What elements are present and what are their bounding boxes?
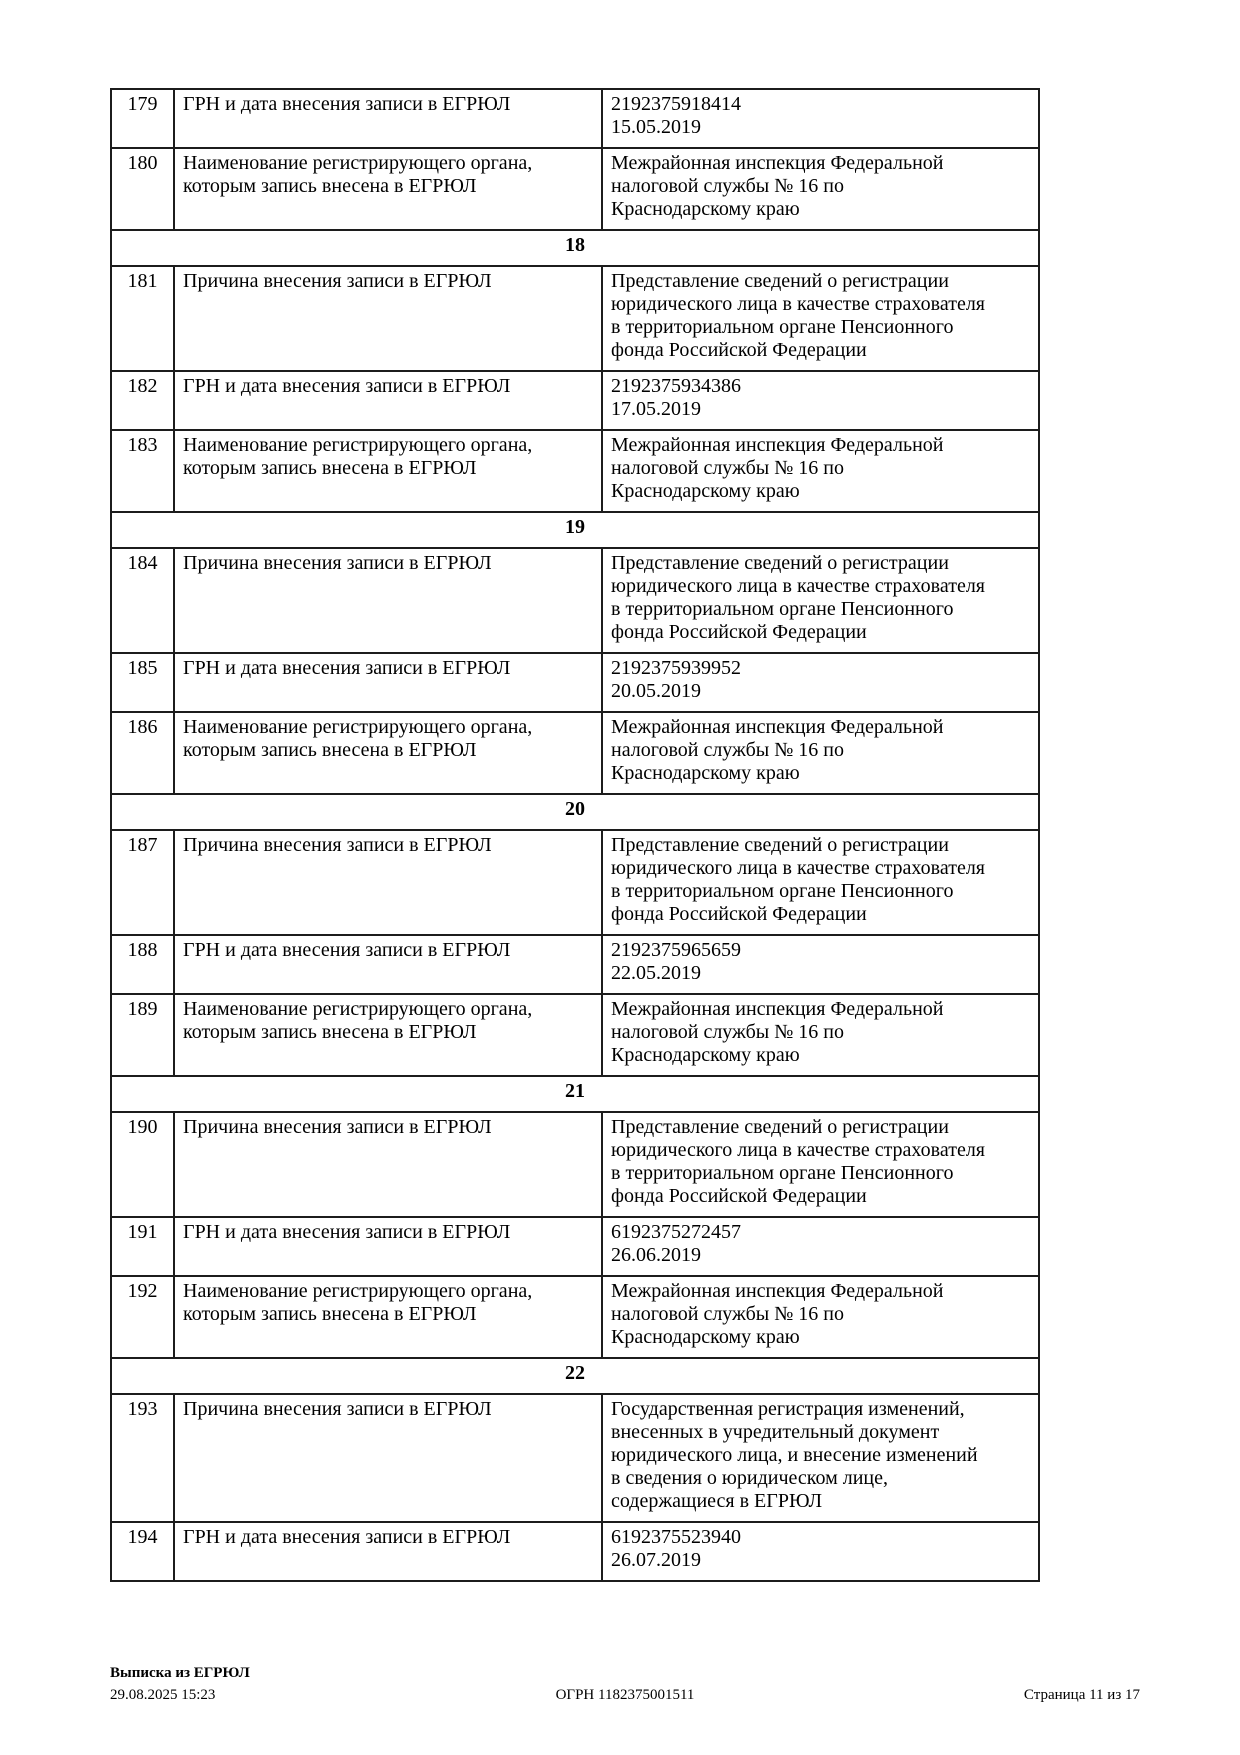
row-value [602,1522,1039,1581]
row-value-line: 2192375934386 [611,375,741,397]
row-number: 192 [111,1276,174,1358]
row-value-line: в территориальном органе Пенсионного [611,598,954,620]
row-value-line: фонда Российской Федерации [611,621,867,643]
egrul-table [110,88,1040,1582]
row-value [602,548,1039,653]
row-number: 183 [111,430,174,512]
section-number: 20 [111,794,1039,830]
row-value-line: налоговой службы № 16 по [611,1021,844,1043]
row-label: Наименование регистрирующего органа, которым запись внесена в ЕГРЮЛ [174,994,602,1076]
table-row [111,994,1039,1076]
table-row [111,266,1039,371]
section-number-row [111,230,1039,266]
section-number: 21 [111,1076,1039,1112]
row-value-line: Краснодарскому краю [611,1044,800,1066]
row-value [602,266,1039,371]
row-value-line: налоговой службы № 16 по [611,739,844,761]
row-label: Причина внесения записи в ЕГРЮЛ [174,1394,602,1522]
row-value [602,1112,1039,1217]
row-value-line: в территориальном органе Пенсионного [611,880,954,902]
section-number-row [111,794,1039,830]
row-value-line: Межрайонная инспекция Федеральной [611,998,944,1020]
table-row [111,1217,1039,1276]
row-value-line: фонда Российской Федерации [611,903,867,925]
table-row [111,89,1039,148]
footer-datetime: 29.08.2025 15:23 [110,1687,216,1703]
row-value [602,430,1039,512]
table-row [111,712,1039,794]
row-number: 186 [111,712,174,794]
row-value-line: 17.05.2019 [611,398,701,420]
row-number: 189 [111,994,174,1076]
row-value-line: фонда Российской Федерации [611,1185,867,1207]
footer-ogrn: ОГРН 1182375001511 [555,1687,695,1703]
table-row [111,1112,1039,1217]
row-label: Причина внесения записи в ЕГРЮЛ [174,266,602,371]
row-value-line: Краснодарскому краю [611,1326,800,1348]
row-value [602,89,1039,148]
section-number: 22 [111,1358,1039,1394]
row-value-line: налоговой службы № 16 по [611,1303,844,1325]
row-value-line: внесенных в учредительный документ [611,1421,940,1443]
table-row [111,1394,1039,1522]
row-value [602,371,1039,430]
table-row [111,1276,1039,1358]
row-label: Наименование регистрирующего органа, которым запись внесена в ЕГРЮЛ [174,430,602,512]
section-number-row [111,512,1039,548]
row-number: 182 [111,371,174,430]
row-label: ГРН и дата внесения записи в ЕГРЮЛ [174,89,602,148]
row-value-line: Представление сведений о регистрации [611,552,949,574]
row-value-line: налоговой службы № 16 по [611,457,844,479]
row-value [602,830,1039,935]
row-label: ГРН и дата внесения записи в ЕГРЮЛ [174,653,602,712]
row-value-line: Представление сведений о регистрации [611,1116,949,1138]
row-number: 194 [111,1522,174,1581]
row-label: Причина внесения записи в ЕГРЮЛ [174,1112,602,1217]
row-number: 180 [111,148,174,230]
row-value-line: 6192375523940 [611,1526,741,1548]
footer-doc-title: Выписка из ЕГРЮЛ [110,1665,250,1681]
row-value-line: Межрайонная инспекция Федеральной [611,152,944,174]
row-number: 185 [111,653,174,712]
row-value [602,712,1039,794]
row-value-line: 2192375918414 [611,93,741,115]
row-value-line: 2192375939952 [611,657,741,679]
row-value-line: 2192375965659 [611,939,741,961]
row-number: 187 [111,830,174,935]
row-label: ГРН и дата внесения записи в ЕГРЮЛ [174,1522,602,1581]
row-number: 191 [111,1217,174,1276]
row-value-line: юридического лица в качестве страхователя [611,293,986,315]
section-number-row [111,1076,1039,1112]
row-value [602,1394,1039,1522]
row-label: ГРН и дата внесения записи в ЕГРЮЛ [174,371,602,430]
row-label: Причина внесения записи в ЕГРЮЛ [174,830,602,935]
row-label: Наименование регистрирующего органа, которым запись внесена в ЕГРЮЛ [174,1276,602,1358]
row-number: 193 [111,1394,174,1522]
row-value-line: Межрайонная инспекция Федеральной [611,434,944,456]
row-value [602,1276,1039,1358]
table-row [111,371,1039,430]
row-label: Причина внесения записи в ЕГРЮЛ [174,548,602,653]
row-value-line: Межрайонная инспекция Федеральной [611,1280,944,1302]
table-row [111,935,1039,994]
row-value [602,148,1039,230]
row-value-line: Представление сведений о регистрации [611,270,949,292]
section-number-row [111,1358,1039,1394]
row-value [602,994,1039,1076]
row-value-line: 15.05.2019 [611,116,701,138]
row-value-line: юридического лица, и внесение изменений [611,1444,978,1466]
row-value-line: юридического лица в качестве страхователя [611,1139,986,1161]
row-value-line: 20.05.2019 [611,680,701,702]
row-value-line: 6192375272457 [611,1221,741,1243]
row-value-line: Краснодарскому краю [611,762,800,784]
row-value-line: содержащиеся в ЕГРЮЛ [611,1490,823,1512]
table-row [111,830,1039,935]
row-value-line: налоговой службы № 16 по [611,175,844,197]
section-number: 18 [111,230,1039,266]
row-value-line: юридического лица в качестве страхователя [611,575,986,597]
row-value-line: Представление сведений о регистрации [611,834,949,856]
row-value-line: в территориальном органе Пенсионного [611,1162,954,1184]
section-number: 19 [111,512,1039,548]
table-row [111,148,1039,230]
row-value [602,653,1039,712]
table-row [111,548,1039,653]
row-value-line: в территориальном органе Пенсионного [611,316,954,338]
table-row [111,430,1039,512]
row-value-line: Межрайонная инспекция Федеральной [611,716,944,738]
row-number: 181 [111,266,174,371]
row-label: ГРН и дата внесения записи в ЕГРЮЛ [174,1217,602,1276]
row-value-line: юридического лица в качестве страхователя [611,857,986,879]
row-value [602,1217,1039,1276]
row-label: ГРН и дата внесения записи в ЕГРЮЛ [174,935,602,994]
footer-page-number: Страница 11 из 17 [1023,1687,1140,1703]
row-value-line: 26.07.2019 [611,1549,701,1571]
row-value-line: 22.05.2019 [611,962,701,984]
row-value-line: Краснодарскому краю [611,480,800,502]
row-value-line: в сведения о юридическом лице, [611,1467,888,1489]
row-value-line: 26.06.2019 [611,1244,701,1266]
row-value-line: Краснодарскому краю [611,198,800,220]
row-label: Наименование регистрирующего органа, которым запись внесена в ЕГРЮЛ [174,712,602,794]
table-row [111,1522,1039,1581]
table-row [111,653,1039,712]
row-value [602,935,1039,994]
row-value-line: Государственная регистрация изменений, [611,1398,965,1420]
row-number: 184 [111,548,174,653]
row-number: 188 [111,935,174,994]
egrul-table-body [111,89,1039,1581]
row-value-line: фонда Российской Федерации [611,339,867,361]
row-number: 190 [111,1112,174,1217]
row-label: Наименование регистрирующего органа, которым запись внесена в ЕГРЮЛ [174,148,602,230]
row-number: 179 [111,89,174,148]
